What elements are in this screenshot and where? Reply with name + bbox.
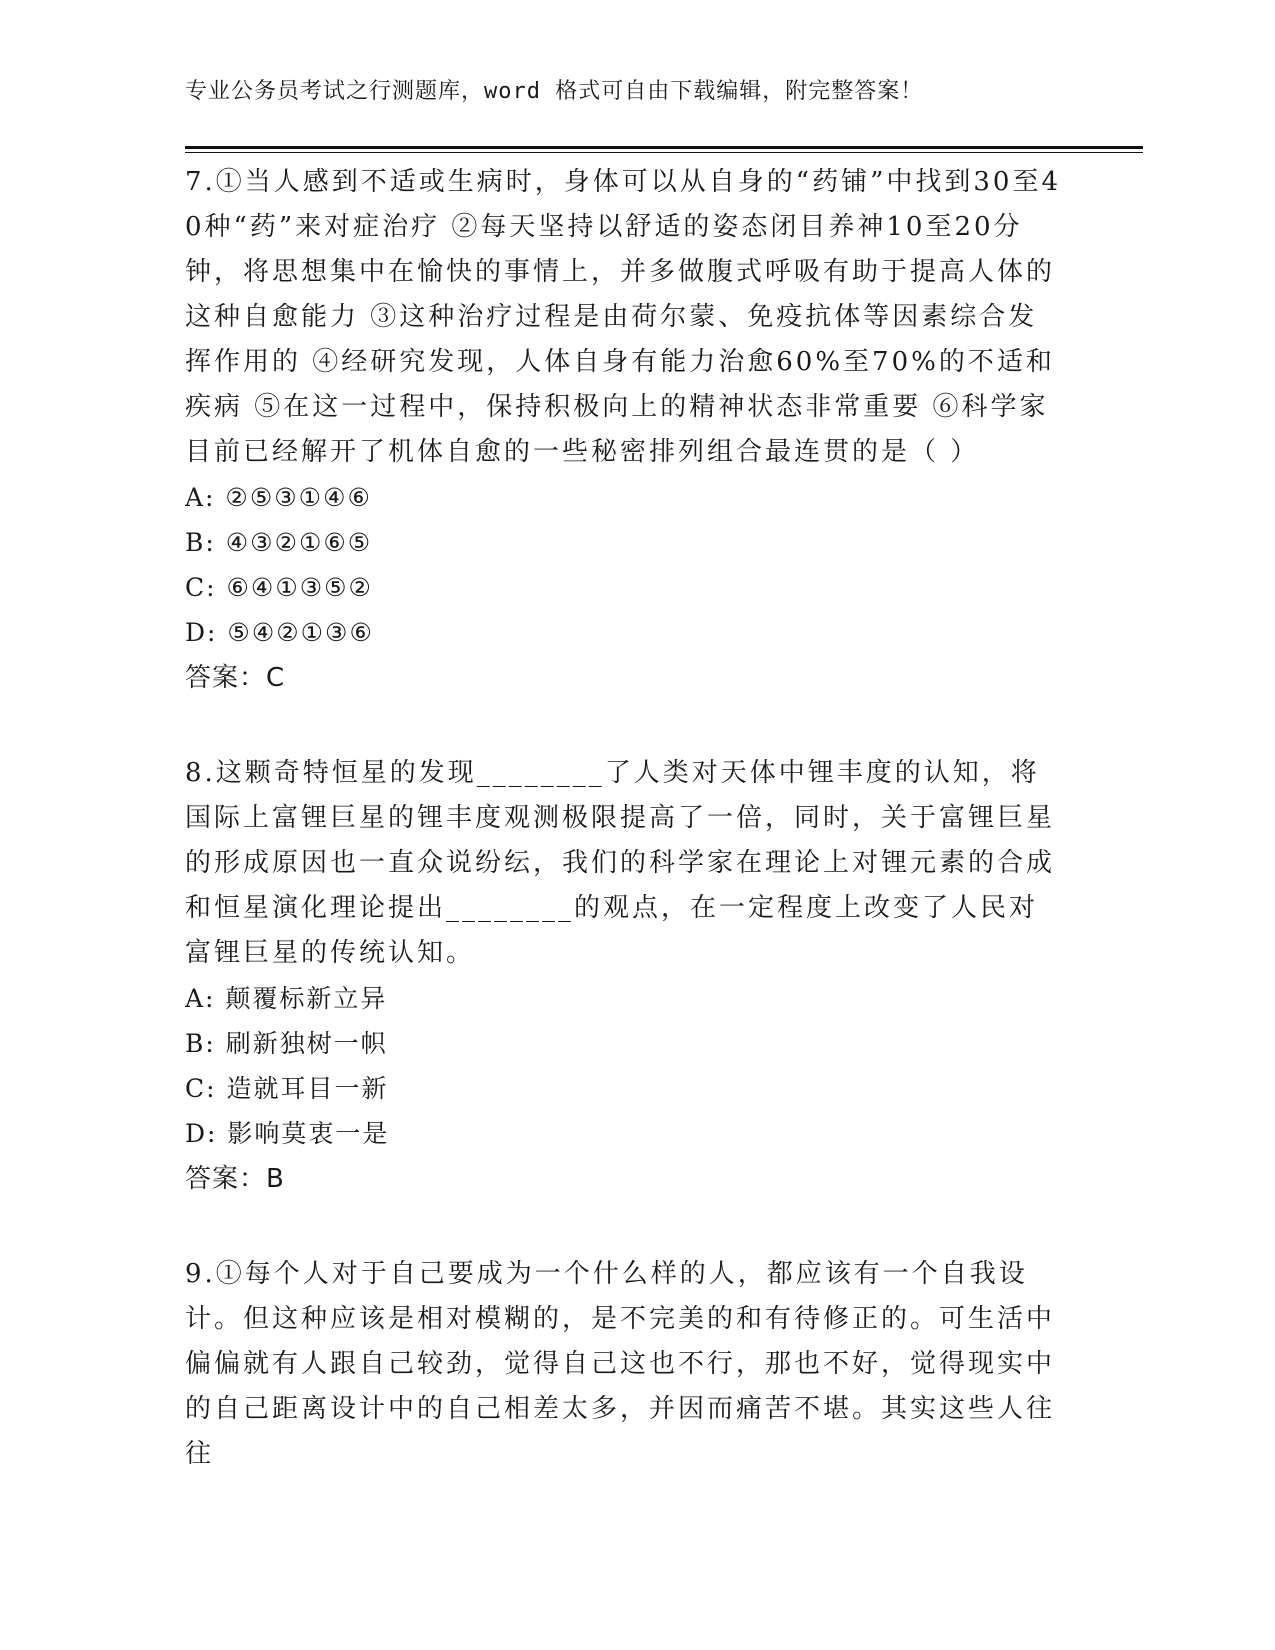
page-header: 专业公务员考试之行测题库，word 格式可自由下载编辑，附完整答案！ xyxy=(185,79,924,104)
option-d: D: 影响莫衷一是 xyxy=(185,1119,390,1148)
option-b: B: ④③②①⑥⑤ xyxy=(185,528,373,557)
question-text: 9.①每个人对于自己要成为一个什么样的人，都应该有一个自我设计。但这种应该是相对模糊的，是不完美的和有待修正的。可生活中偏偏就有人跟自己较劲，觉得自己这也不行，那也不好，觉得现实中的自己距离设计中的自己相差太多，并因而痛苦不堪。其实这些人往往 xyxy=(185,1259,1056,1469)
question-text: 7.①当人感到不适或生病时，身体可以从自身的“药铺”中找到30至40种“药”来对症治疗 ②每天坚持以舒适的姿态闭目养神10至20分钟，将思想集中在愉快的事情上，并多做腹式呼吸有助于提高人体的这种自愈能力 ③这种治疗过程是由荷尔蒙、免疫抗体等因素综合发挥作用的 ④经研究发现，人体自身有能力治愈60%至70%的不适和疾病 ⑤在这一过程中，保持积极向上的精神状态非常重要 ⑥科学家目前已经解开了机体自愈的一些秘密排列组合最连贯的是（ ） xyxy=(185,167,1062,467)
question-8 xyxy=(185,751,1065,1202)
option-c: C: 造就耳目一新 xyxy=(185,1074,389,1103)
option-a: A: 颠覆标新立异 xyxy=(185,984,388,1013)
question-text: 8.这颗奇特恒星的发现________了人类对天体中锂丰度的认知，将国际上富锂巨星的锂丰度观测极限提高了一倍，同时，关于富锂巨星的形成原因也一直众说纷纭，我们的科学家在理论上对锂元素的合成和恒星演化理论提出________的观点，在一定程度上改变了人民对富锂巨星的传统认知。 xyxy=(185,758,1056,968)
spacer xyxy=(185,701,1065,751)
option-b: B: 刷新独树一帜 xyxy=(185,1029,388,1058)
spacer xyxy=(185,1202,1065,1252)
option-c: C: ⑥④①③⑤② xyxy=(185,573,373,602)
option-a: A: ②⑤③①④⑥ xyxy=(185,483,372,512)
answer: 答案：C xyxy=(185,663,286,693)
header-rule-thin xyxy=(185,152,1143,153)
question-list xyxy=(185,160,1065,1477)
question-7 xyxy=(185,160,1065,701)
header-rule-thick xyxy=(185,146,1143,149)
option-d: D: ⑤④②①③⑥ xyxy=(185,618,374,647)
answer: 答案：B xyxy=(185,1164,285,1194)
question-9 xyxy=(185,1252,1065,1477)
